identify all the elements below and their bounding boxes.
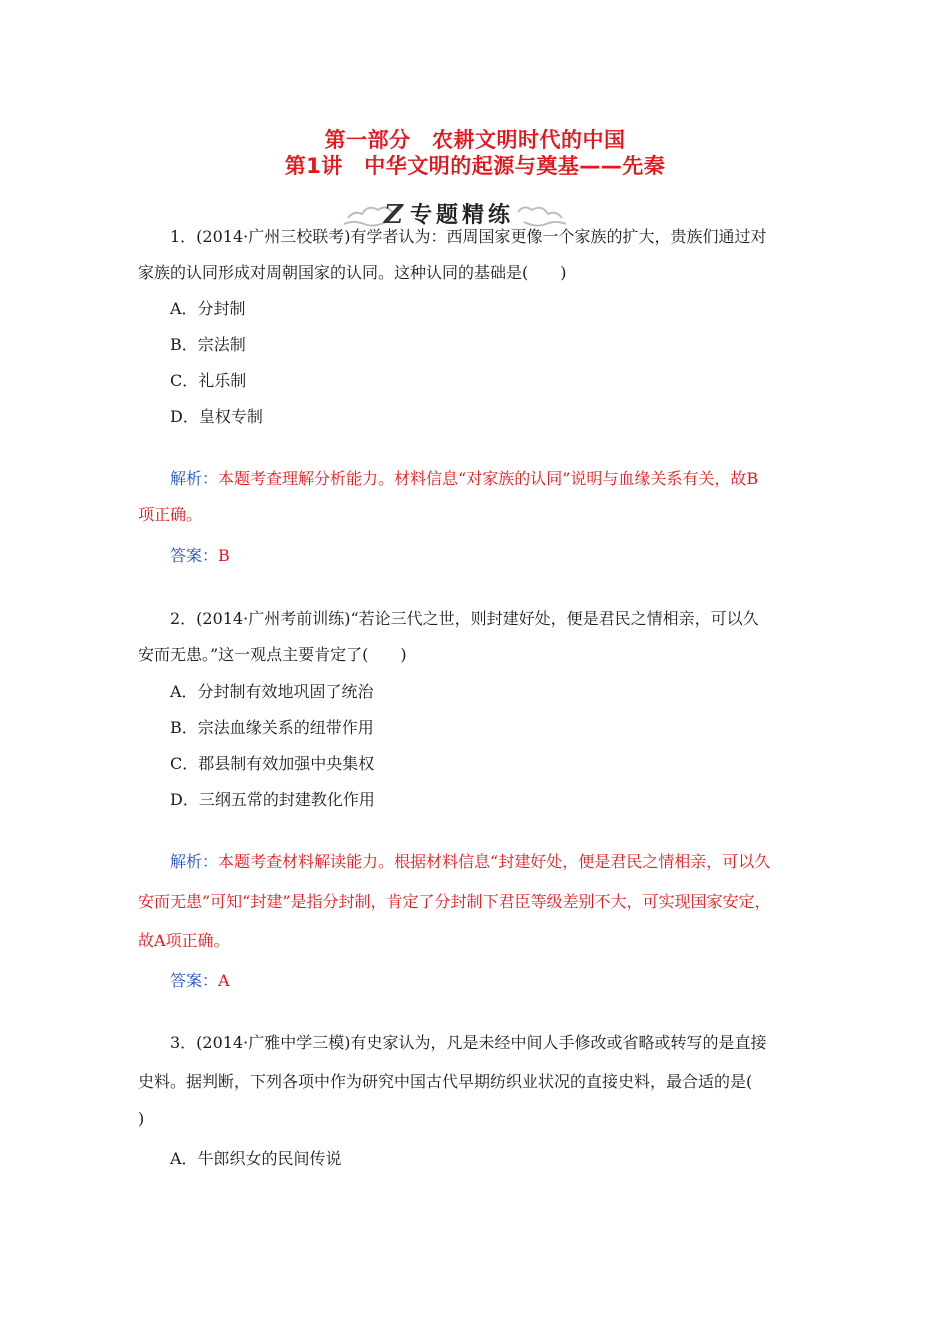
q2-analysis-label: 解析： xyxy=(170,852,219,871)
q2-option-a: A．分封制有效地巩固了统治 xyxy=(170,682,374,701)
q1-option-a: A．分封制 xyxy=(170,299,246,318)
q1-analysis-text-1: 本题考查理解分析能力。材料信息“对家族的认同”说明与血缘关系有关，故B xyxy=(218,469,759,488)
q3-option-a: A．牛郎织女的民间传说 xyxy=(170,1149,342,1168)
q1-option-b: B．宗法制 xyxy=(170,335,246,354)
q2-option-d: D．三纲五常的封建教化作用 xyxy=(170,790,375,809)
q3-stem-line-2: 史料。据判断，下列各项中作为研究中国古代早期纺织业状况的直接史料，最合适的是( xyxy=(138,1072,753,1091)
q2-answer-label: 答案： xyxy=(170,971,219,990)
q3-stem-line-1: 3．(2014·广雅中学三模)有史家认为，凡是未经中间人手修改或省略或转写的是直接 xyxy=(170,1033,767,1052)
q1-answer-value: B xyxy=(218,546,230,565)
q1-analysis-label: 解析： xyxy=(170,469,219,488)
q1-stem-line-2: 家族的认同形成对周朝国家的认同。这种认同的基础是( ) xyxy=(138,263,567,282)
q2-analysis-text-1: 本题考查材料解读能力。根据材料信息“封建好处，便是君民之情相亲，可以久 xyxy=(218,852,771,871)
q1-stem-line-1: 1．(2014·广州三校联考)有学者认为：西周国家更像一个家族的扩大，贵族们通过对 xyxy=(170,227,767,246)
lesson-title: 第1讲 中华文明的起源与奠基——先秦 xyxy=(284,154,666,178)
q3-stem-line-3: ) xyxy=(138,1109,145,1128)
q2-option-b: B．宗法血缘关系的纽带作用 xyxy=(170,718,374,737)
banner-text: 专题精练 xyxy=(410,203,515,228)
banner-letter: Z xyxy=(384,200,403,230)
q1-analysis-line-1 xyxy=(170,468,758,490)
q1-answer-label: 答案： xyxy=(170,546,219,565)
q2-analysis-line-1 xyxy=(170,851,770,873)
q1-analysis-line-2: 项正确。 xyxy=(138,505,203,524)
q1-option-c: C．礼乐制 xyxy=(170,371,247,390)
q2-analysis-line-2: 安而无患”可知“封建”是指分封制，肯定了分封制下君臣等级差别不大，可实现国家安定， xyxy=(138,892,771,911)
q1-option-d: D．皇权专制 xyxy=(170,407,263,426)
part-title: 第一部分 农耕文明时代的中国 xyxy=(324,128,626,152)
q2-stem-line-1: 2．(2014·广州考前训练)“若论三代之世，则封建好处，便是君民之情相亲，可以久 xyxy=(170,609,759,628)
q2-stem-line-2: 安而无患。”这一观点主要肯定了( ) xyxy=(138,645,407,664)
q2-analysis-line-3: 故A项正确。 xyxy=(138,931,230,950)
q2-answer xyxy=(170,970,230,992)
q1-answer xyxy=(170,545,230,567)
q2-answer-value: A xyxy=(218,971,230,990)
q2-option-c: C．郡县制有效加强中央集权 xyxy=(170,754,375,773)
